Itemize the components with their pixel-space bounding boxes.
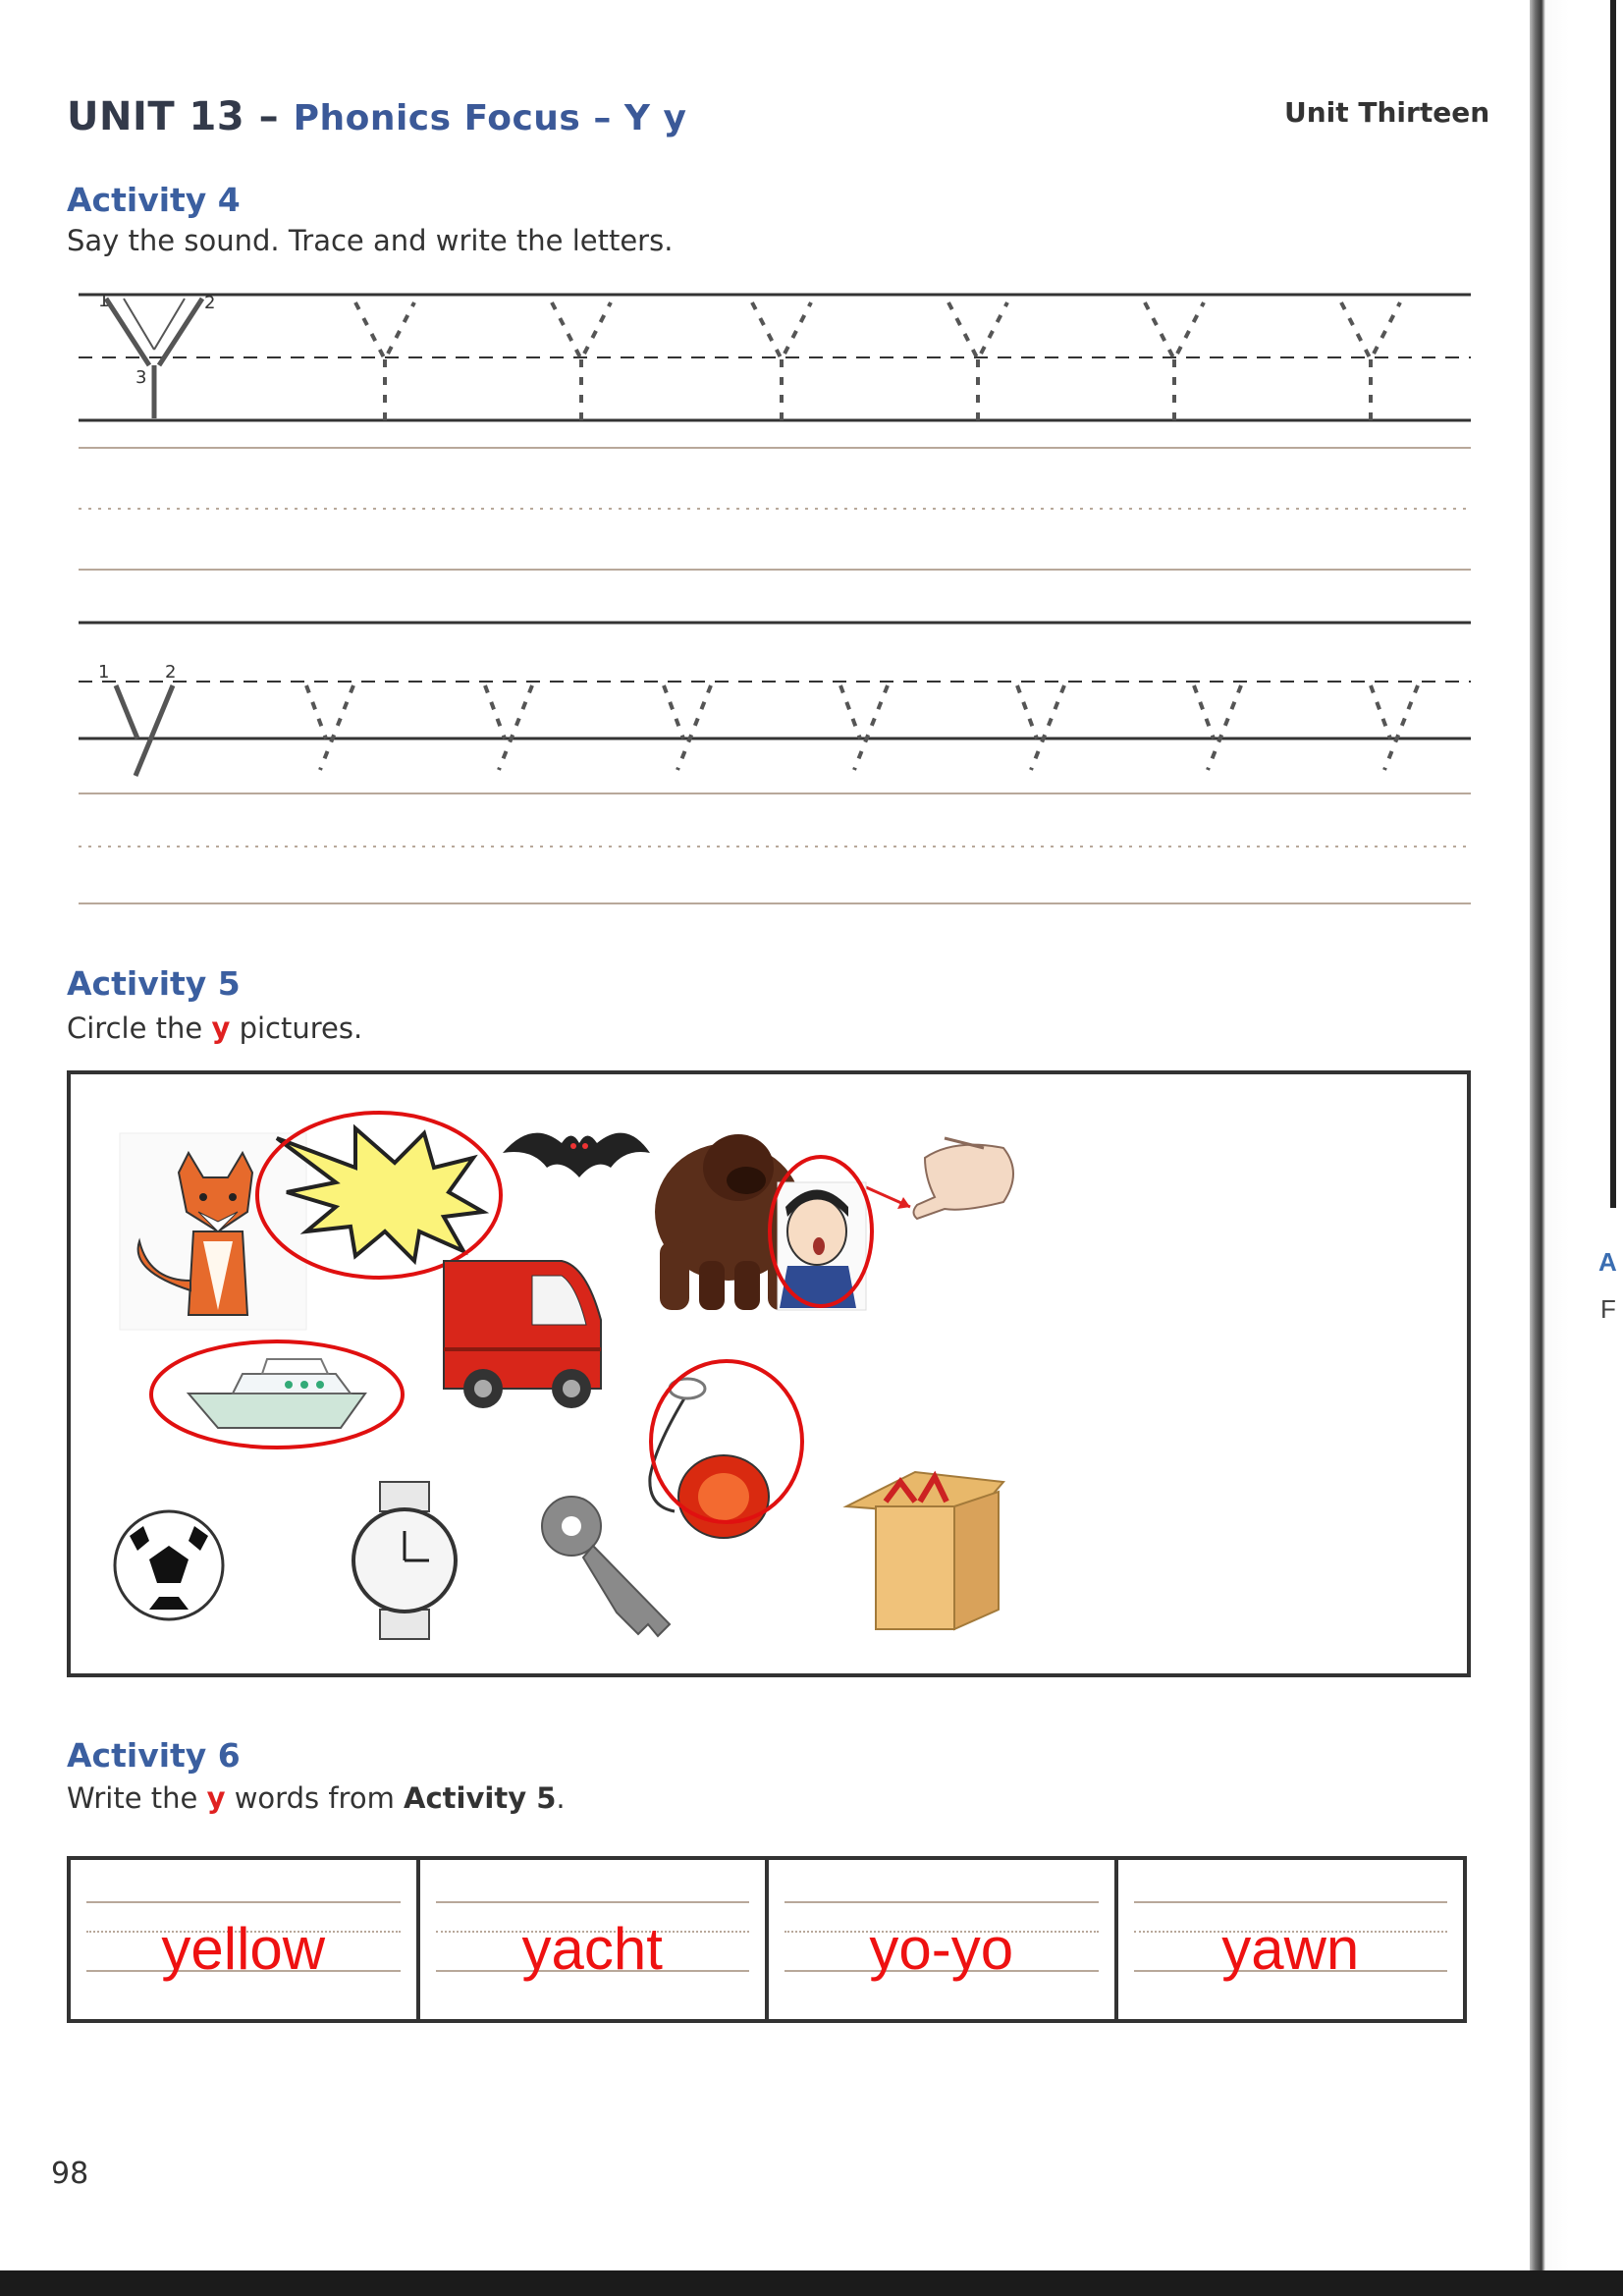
answer-cell[interactable] bbox=[1118, 1860, 1464, 2019]
stroke-number: 3 bbox=[135, 367, 147, 388]
page-number: 98 bbox=[51, 2157, 89, 2191]
stroke-number: 2 bbox=[165, 662, 177, 683]
yellow-picture[interactable] bbox=[257, 1113, 501, 1278]
activity-reference: Activity 5 bbox=[404, 1781, 557, 1815]
activity4-title: Activity 4 bbox=[67, 181, 241, 219]
answer-cell[interactable] bbox=[420, 1860, 770, 2019]
activity4-instruction: Say the sound. Trace and write the letters. bbox=[67, 224, 674, 257]
answer-word: yawn bbox=[1221, 1916, 1360, 1982]
target-letter: y bbox=[206, 1781, 226, 1815]
hand-picture[interactable] bbox=[866, 1138, 1013, 1219]
uppercase-tracing-row bbox=[79, 291, 1471, 570]
phonics-focus-label: Phonics Focus – Y y bbox=[293, 98, 687, 138]
answer-word: yacht bbox=[521, 1916, 663, 1982]
bat-picture[interactable] bbox=[503, 1133, 650, 1177]
model-lowercase-y bbox=[116, 685, 173, 776]
fox-picture[interactable] bbox=[120, 1133, 306, 1330]
yacht-picture[interactable] bbox=[151, 1341, 403, 1448]
scan-bottom-edge bbox=[0, 2270, 1623, 2296]
instruction-text: words from bbox=[234, 1781, 395, 1815]
activity6-instruction bbox=[67, 1781, 566, 1815]
instruction-text: . bbox=[556, 1781, 566, 1815]
answer-table bbox=[67, 1856, 1467, 2023]
tracing-area bbox=[0, 0, 1623, 943]
lowercase-tracing-row bbox=[79, 623, 1471, 903]
dotted-lowercase-ys bbox=[306, 685, 1418, 770]
answer-cell[interactable] bbox=[71, 1860, 420, 2019]
instruction-text: pictures. bbox=[239, 1011, 363, 1045]
answer-cell[interactable] bbox=[769, 1860, 1118, 2019]
unit-name: Unit Thirteen bbox=[1284, 96, 1490, 129]
next-page-fragment: A bbox=[1598, 1247, 1617, 1277]
ball-picture[interactable] bbox=[115, 1511, 223, 1619]
watch-picture[interactable] bbox=[353, 1482, 456, 1639]
stroke-number: 1 bbox=[98, 662, 110, 683]
yo-yo-picture[interactable] bbox=[650, 1361, 802, 1538]
picture-box bbox=[67, 1070, 1471, 1677]
stroke-number: 1 bbox=[98, 291, 110, 311]
stroke-number: 2 bbox=[204, 293, 216, 313]
unit-label: UNIT 13 – bbox=[67, 94, 280, 139]
van-picture[interactable] bbox=[444, 1261, 601, 1408]
dotted-uppercase-ys bbox=[355, 302, 1400, 420]
answer-word: yo-yo bbox=[869, 1916, 1014, 1982]
activity5-title: Activity 5 bbox=[67, 964, 241, 1003]
key-picture[interactable] bbox=[542, 1497, 670, 1636]
instruction-text: Circle the bbox=[67, 1011, 203, 1045]
target-letter: y bbox=[211, 1011, 231, 1045]
activity5-instruction bbox=[67, 1011, 362, 1045]
next-page-fragment: F bbox=[1600, 1294, 1616, 1324]
pictures-canvas bbox=[71, 1074, 1467, 1673]
yawn-picture[interactable] bbox=[770, 1157, 872, 1310]
instruction-text: Write the bbox=[67, 1781, 198, 1815]
box-picture[interactable] bbox=[846, 1472, 1003, 1629]
answer-word: yellow bbox=[161, 1916, 326, 1982]
activity6-title: Activity 6 bbox=[67, 1736, 241, 1775]
